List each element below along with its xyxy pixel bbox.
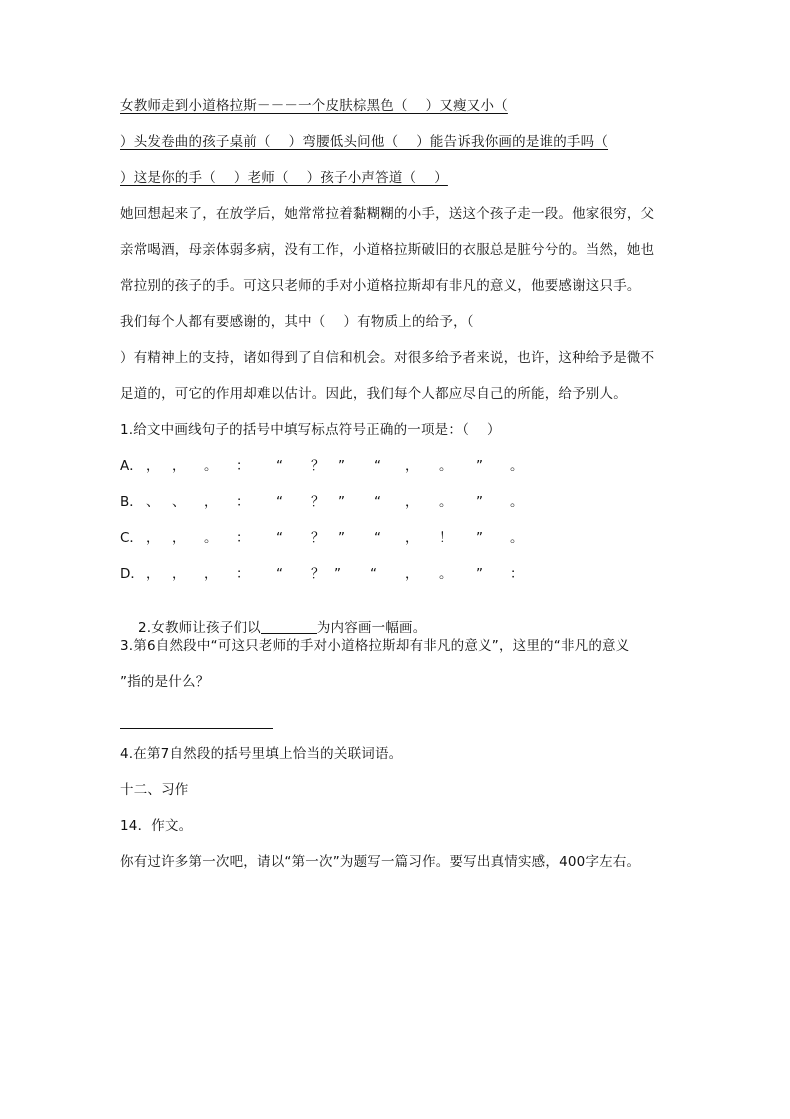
- option-mark: “: [370, 566, 377, 582]
- option-mark: ，: [204, 494, 218, 510]
- option-mark: ？: [311, 566, 325, 582]
- section-heading: 十二、习作: [120, 782, 189, 798]
- option-mark: ，: [146, 566, 160, 582]
- paragraph-7-line-3: 足道的，可它的作用却难以估计。因此，我们每个人都应尽自己的所能，给予别人。: [120, 386, 627, 402]
- question-3-line-1: 3.第6自然段中“可这只老师的手对小道格拉斯却有非凡的意义”，这里的“非凡的意义: [120, 638, 630, 654]
- option-mark: 、: [172, 494, 186, 510]
- writing-prompt: 你有过许多第一次吧，请以“第一次”为题写一篇习作。要写出真情实感，400字左右。: [120, 854, 641, 870]
- option-mark: ？: [311, 530, 325, 546]
- question-4: 4.在第7自然段的括号里填上恰当的关联词语。: [120, 746, 403, 762]
- option-mark: 。: [439, 458, 453, 474]
- paragraph-6-line-2: 亲常喝酒，母亲体弱多病，没有工作，小道格拉斯破旧的衣服总是脏兮兮的。当然，她也: [120, 242, 655, 258]
- option-mark: “: [276, 566, 283, 582]
- option-mark: ，: [405, 530, 419, 546]
- question-1: 1.给文中画线句子的括号中填写标点符号正确的一项是：（ ）: [120, 422, 501, 438]
- option-mark: 。: [204, 458, 218, 474]
- option-mark: ”: [338, 458, 345, 474]
- option-mark: ”: [476, 530, 483, 546]
- question-2-prefix: 2.女教师让孩子们以: [137, 620, 261, 636]
- option-label: A．: [120, 458, 143, 474]
- option-mark: ：: [236, 530, 250, 546]
- option-mark: ：: [236, 494, 250, 510]
- question-2-suffix: 为内容画一幅画。: [316, 620, 427, 636]
- option-mark: “: [276, 458, 283, 474]
- option-mark: ，: [204, 566, 218, 582]
- option-mark: ，: [172, 458, 186, 474]
- option-mark: “: [374, 530, 381, 546]
- option-mark: ：: [236, 566, 250, 582]
- underlined-sentence-line-2: ）头发卷曲的孩子桌前（ ）弯腰低头问他（ ）能告诉我你画的是谁的手吗（: [120, 134, 609, 150]
- option-mark: ”: [476, 494, 483, 510]
- option-mark: 。: [439, 566, 453, 582]
- paragraph-6-line-3: 常拉别的孩子的手。可这只老师的手对小道格拉斯却有非凡的意义，他要感谢这只手。: [120, 278, 641, 294]
- underlined-sentence-line-3: ）这是你的手（ ）老师（ ）孩子小声答道（ ）: [120, 170, 448, 186]
- paragraph-6-line-1: 她回想起来了，在放学后，她常常拉着黏糊糊的小手，送这个孩子走一段。他家很穷，父: [120, 206, 655, 222]
- option-label: D．: [120, 566, 144, 582]
- option-mark: ：: [236, 458, 250, 474]
- option-mark: ”: [476, 458, 483, 474]
- option-mark: “: [374, 458, 381, 474]
- option-mark: 。: [510, 494, 524, 510]
- option-mark: ”: [476, 566, 483, 582]
- question-2-blank[interactable]: [261, 619, 317, 634]
- option-mark: 。: [439, 494, 453, 510]
- underlined-sentence-line-1: 女教师走到小道格拉斯－－－一个皮肤棕黑色（ ）又瘦又小（: [120, 98, 508, 114]
- option-mark: “: [276, 530, 283, 546]
- option-mark: ，: [146, 530, 160, 546]
- option-mark: 。: [510, 530, 524, 546]
- option-label: C．: [120, 530, 143, 546]
- option-mark: ”: [338, 494, 345, 510]
- writing-item: 14．作文。: [120, 818, 193, 834]
- paragraph-7-line-2: ）有精神上的支持，诸如得到了自信和机会。对很多给予者来说，也许，这种给予是微不: [120, 350, 655, 366]
- option-mark: “: [374, 494, 381, 510]
- option-mark: ”: [338, 530, 345, 546]
- question-3-answer-line[interactable]: [120, 728, 273, 729]
- option-mark: “: [276, 494, 283, 510]
- option-mark: 、: [146, 494, 160, 510]
- option-mark: 。: [204, 530, 218, 546]
- option-mark: ，: [146, 458, 160, 474]
- option-mark: ，: [172, 566, 186, 582]
- option-mark: 。: [510, 458, 524, 474]
- option-mark: ？: [311, 458, 325, 474]
- option-mark: ？: [311, 494, 325, 510]
- option-mark: ：: [510, 566, 524, 582]
- option-label: B．: [120, 494, 143, 510]
- option-mark: ，: [405, 494, 419, 510]
- option-mark: ，: [405, 566, 419, 582]
- option-mark: ！: [439, 530, 453, 546]
- option-mark: ，: [405, 458, 419, 474]
- question-3-line-2: ”指的是什么？: [120, 674, 210, 690]
- paragraph-7-line-1: 我们每个人都有要感谢的，其中（ ）有物质上的给予，（: [120, 314, 474, 330]
- option-mark: ”: [334, 566, 341, 582]
- option-mark: ，: [172, 530, 186, 546]
